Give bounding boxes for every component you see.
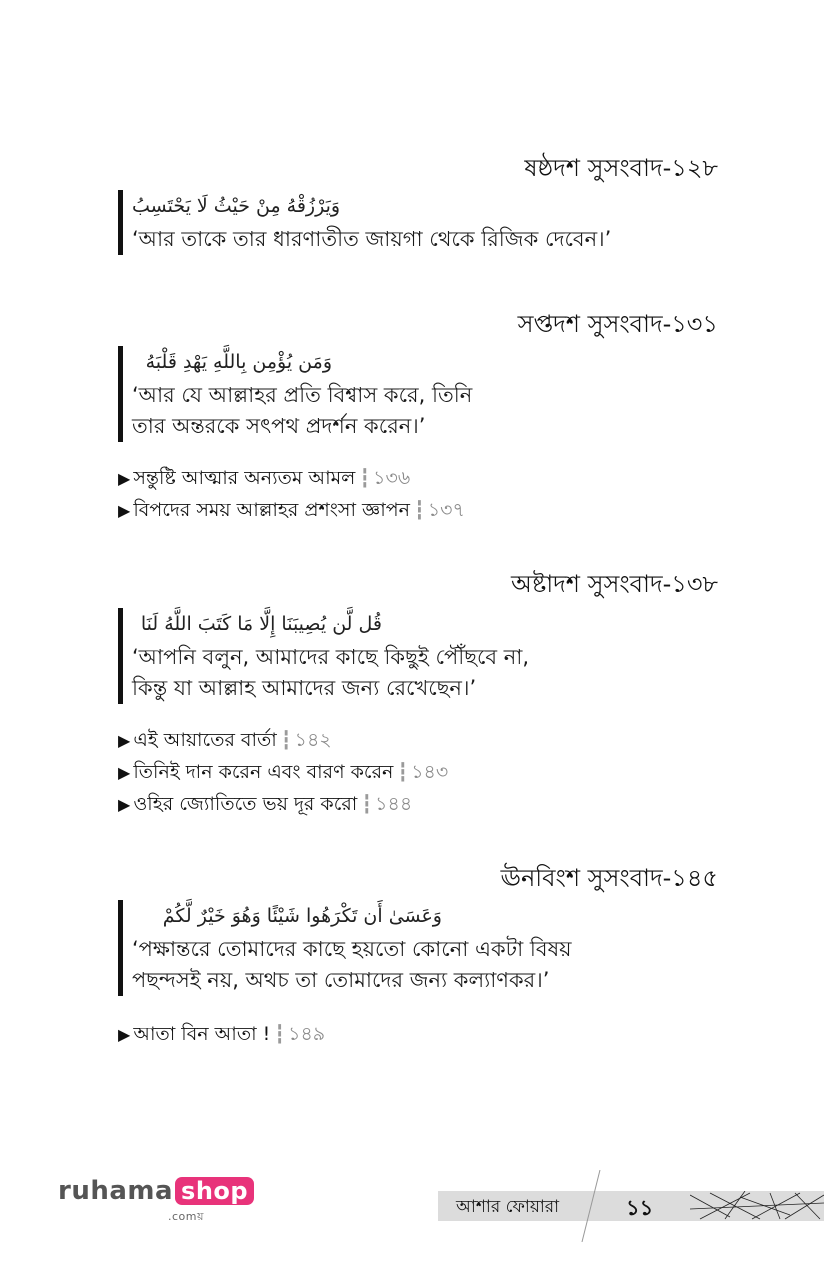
toc-item-label: আতা বিন আতা ! bbox=[133, 1023, 271, 1045]
arabic-verse: وَمَن يُؤْمِن بِاللَّهِ يَهْدِ قَلْبَهُ bbox=[145, 351, 332, 373]
toc-page-number: ১৪৯ bbox=[288, 1023, 326, 1045]
quote-block bbox=[118, 608, 718, 704]
footer-book-title: আশার ফোয়ারা bbox=[456, 1197, 560, 1217]
toc-item[interactable] bbox=[118, 462, 718, 494]
toc-list bbox=[118, 1018, 718, 1050]
separator-icon: ┇ bbox=[361, 794, 373, 815]
footer-line-pattern-icon bbox=[690, 1191, 824, 1221]
triangle-bullet-icon: ▶ bbox=[118, 469, 131, 488]
toc-item-label: তিনিই দান করেন এবং বারণ করেন bbox=[133, 761, 394, 783]
translation-line: তার অন্তরকে সৎপথ প্রদর্শন করেন।’ bbox=[132, 414, 426, 438]
toc-item[interactable] bbox=[118, 494, 718, 526]
footer-divider-slash bbox=[580, 1170, 604, 1242]
separator-icon: ┇ bbox=[274, 1024, 286, 1045]
translation-line: ‘আর যে আল্লাহর প্রতি বিশ্বাস করে, তিনি bbox=[132, 383, 473, 407]
translation-line: কিন্তু যা আল্লাহ আমাদের জন্য রেখেছেন।’ bbox=[132, 676, 477, 700]
quote-block bbox=[118, 900, 718, 996]
logo-domain: .comয় bbox=[168, 1210, 204, 1223]
translation-line: ‘পক্ষান্তরে তোমাদের কাছে হয়তো কোনো একটা বিষয় bbox=[132, 937, 572, 961]
toc-page-number: ১৩৭ bbox=[427, 499, 465, 521]
toc-item-label: বিপদের সময় আল্লাহর প্রশংসা জ্ঞাপন bbox=[133, 499, 410, 521]
footer-page-number: ১১ bbox=[626, 1196, 654, 1220]
toc-page-number: ১৩৬ bbox=[373, 467, 411, 489]
triangle-bullet-icon: ▶ bbox=[118, 795, 131, 814]
toc-page-number: ১৪২ bbox=[294, 729, 332, 751]
toc-item[interactable] bbox=[118, 724, 718, 756]
separator-icon: ┇ bbox=[397, 762, 409, 783]
separator-icon: ┇ bbox=[280, 730, 292, 751]
logo-shop-badge: shop bbox=[175, 1177, 254, 1205]
logo-text: ruhama bbox=[58, 1176, 174, 1206]
section-title: অষ্টাদশ সুসংবাদ-১৩৮ bbox=[511, 570, 718, 598]
arabic-verse: قُل لَّن يُصِيبَنَا إِلَّا مَا كَتَبَ اللَّهُ لَنَا bbox=[140, 613, 382, 635]
quote-block bbox=[118, 190, 718, 255]
separator-icon: ┇ bbox=[359, 468, 371, 489]
toc-item[interactable] bbox=[118, 788, 718, 820]
translation-line: ‘আপনি বলুন, আমাদের কাছে কিছুই পৌঁছবে না, bbox=[132, 645, 530, 669]
toc-page-number: ১৪৪ bbox=[375, 793, 413, 815]
toc-item[interactable] bbox=[118, 1018, 718, 1050]
triangle-bullet-icon: ▶ bbox=[118, 731, 131, 750]
toc-item-label: সন্তুষ্টি আত্মার অন্যতম আমল bbox=[133, 467, 356, 489]
triangle-bullet-icon: ▶ bbox=[118, 1025, 131, 1044]
section-title: সপ্তদশ সুসংবাদ-১৩১ bbox=[517, 310, 718, 338]
toc-list bbox=[118, 724, 718, 820]
toc-item-label: ওহির জ্যোতিতে ভয় দূর করো bbox=[133, 793, 358, 815]
triangle-bullet-icon: ▶ bbox=[118, 501, 131, 520]
ruhamashop-logo[interactable] bbox=[58, 1176, 254, 1223]
toc-list bbox=[118, 462, 718, 526]
toc-item[interactable] bbox=[118, 756, 718, 788]
toc-page-number: ১৪৩ bbox=[411, 761, 449, 783]
arabic-verse: وَعَسَىٰ أَن تَكْرَهُوا شَيْئًا وَهُوَ خَيْرٌ لَّكُمْ bbox=[162, 905, 442, 927]
arabic-verse: وَيَرْزُقْهُ مِنْ حَيْثُ لَا يَحْتَسِبُ bbox=[132, 195, 341, 217]
translation-line: ‘আর তাকে তার ধারণাতীত জায়গা থেকে রিজিক দেবেন।’ bbox=[132, 227, 612, 251]
translation-line: পছন্দসই নয়, অথচ তা তোমাদের জন্য কল্যাণকর।’ bbox=[132, 968, 550, 992]
quote-block bbox=[118, 346, 718, 442]
separator-icon: ┇ bbox=[413, 500, 425, 521]
section-title: ঊনবিংশ সুসংবাদ-১৪৫ bbox=[500, 864, 718, 892]
triangle-bullet-icon: ▶ bbox=[118, 763, 131, 782]
section-title: ষষ্ঠদশ সুসংবাদ-১২৮ bbox=[524, 154, 718, 182]
toc-item-label: এই আয়াতের বার্তা bbox=[133, 729, 277, 751]
